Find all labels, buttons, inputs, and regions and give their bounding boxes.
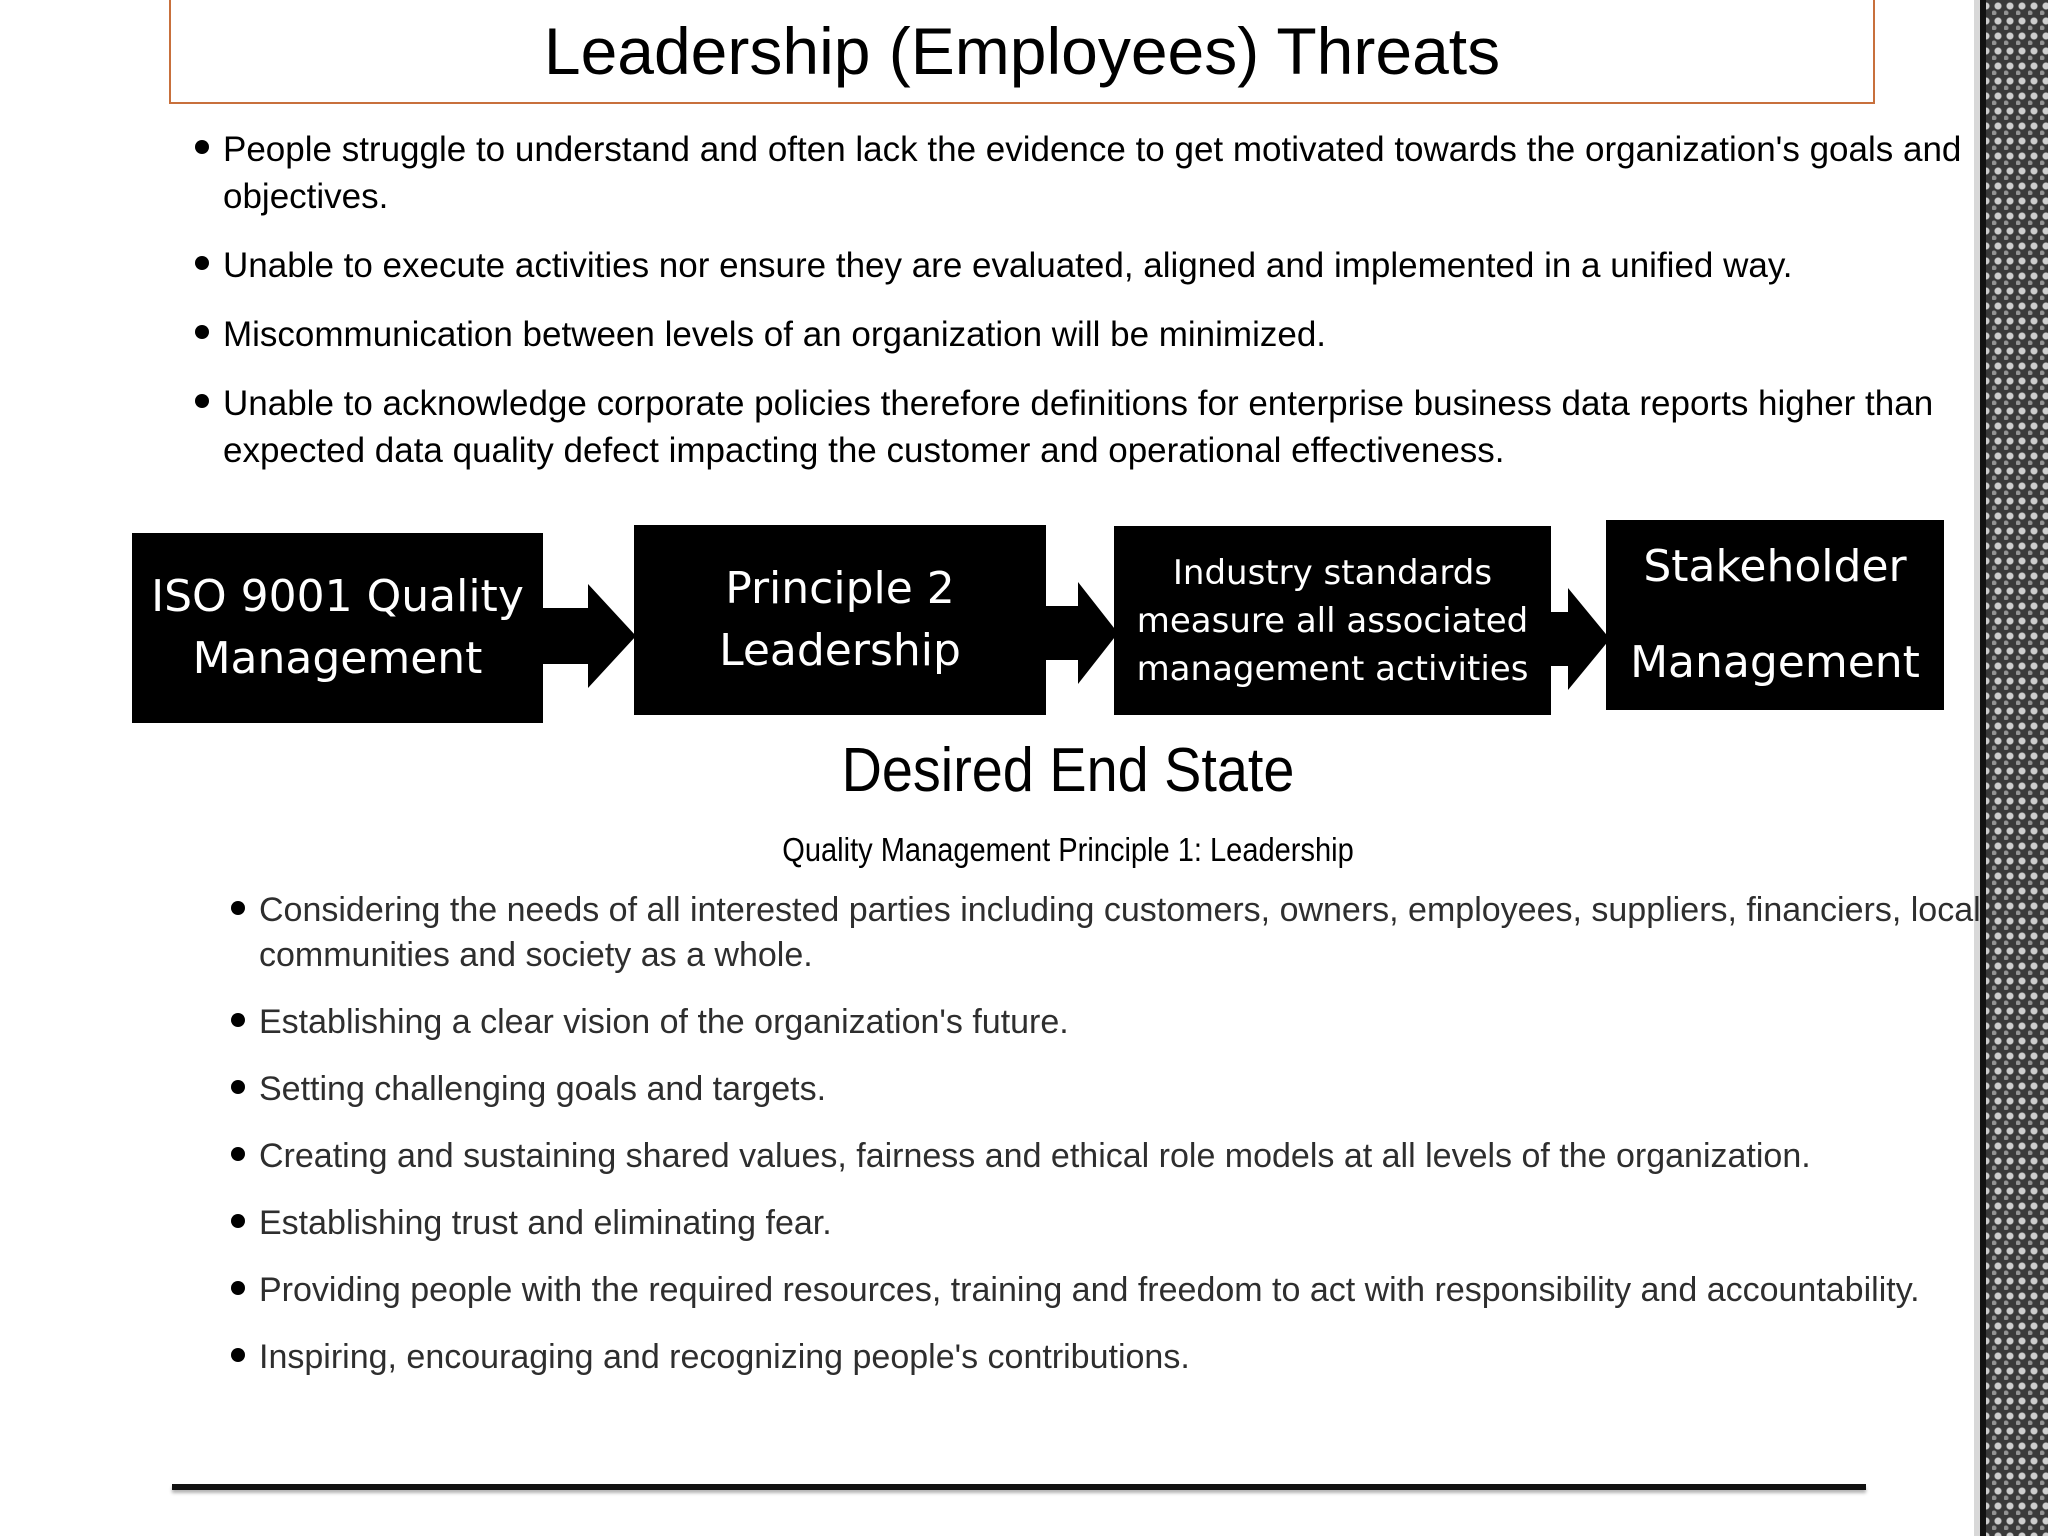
desired-state-list [259,888,1999,1402]
desired-item [259,1201,1999,1246]
desired-item [259,1067,1999,1112]
threat-item [223,380,2003,474]
flow-box-iso-9001 [132,533,543,723]
desired-item [259,1134,1999,1179]
threat-item [223,311,2003,358]
threat-item [223,242,2003,289]
threat-text: Unable to execute activities nor ensure they are evaluated, aligned and implemented in a unified way. [223,246,1793,285]
desired-text: Inspiring, encouraging and recognizing people's contributions. [259,1338,1190,1376]
flow-box-label: Stakeholder Management [1630,541,1920,688]
threat-item [223,126,2003,220]
flow-arrow-2-icon [1044,582,1118,684]
desired-text: Establishing trust and eliminating fear. [259,1204,832,1242]
flow-box-label: Industry standards measure all associated management activities [1136,552,1529,689]
title-box [169,0,1875,104]
bullet-icon [195,256,209,270]
desired-item [259,1335,1999,1380]
desired-item [259,1000,1999,1045]
flow-arrow-1-icon [540,584,636,688]
flow-box-stakeholder [1606,520,1944,710]
flow-box-label: Principle 2 Leadership [719,563,961,676]
bullet-icon [231,901,245,915]
bullet-icon [231,1348,245,1362]
bullet-icon [195,394,209,408]
desired-item [259,888,1999,978]
bullet-icon [231,1214,245,1228]
bullet-icon [231,1147,245,1161]
bullet-icon [231,1080,245,1094]
flow-box-principle-2 [634,525,1046,715]
slide-title: Leadership (Employees) Threats [543,13,1501,88]
bullet-icon [195,140,209,154]
flow-arrow-3-icon [1548,588,1610,690]
desired-text: Creating and sustaining shared values, fairness and ethical role models at all levels of the organization. [259,1137,1811,1175]
flow-box-label: ISO 9001 Quality Management [151,571,524,684]
threat-text: People struggle to understand and often lack the evidence to get motivated towards the organization's goals and objectives. [223,130,1962,216]
flow-box-industry-standards [1114,526,1551,715]
bullet-icon [195,325,209,339]
bullet-icon [231,1013,245,1027]
desired-end-state-subtitle: Quality Management Principle 1: Leadership [782,831,1354,868]
threat-text: Unable to acknowledge corporate policies therefore definitions for enterprise business data reports higher than expected data quality defect impacting the customer and operational effectiveness. [223,384,1934,470]
desired-text: Setting challenging goals and targets. [259,1070,827,1108]
desired-end-state-heading: Desired End State [841,736,1295,805]
bullet-icon [231,1281,245,1295]
desired-text: Considering the needs of all interested parties including customers, owners, employees, suppliers, financiers, local communities and society as a whole. [259,891,1981,974]
desired-text: Providing people with the required resources, training and freedom to act with responsibility and accountability. [259,1271,1920,1309]
threats-list [223,126,2003,496]
desired-text: Establishing a clear vision of the organization's future. [259,1003,1069,1041]
bottom-divider [172,1484,1866,1490]
desired-item [259,1268,1999,1313]
threat-text: Miscommunication between levels of an organization will be minimized. [223,315,1327,354]
